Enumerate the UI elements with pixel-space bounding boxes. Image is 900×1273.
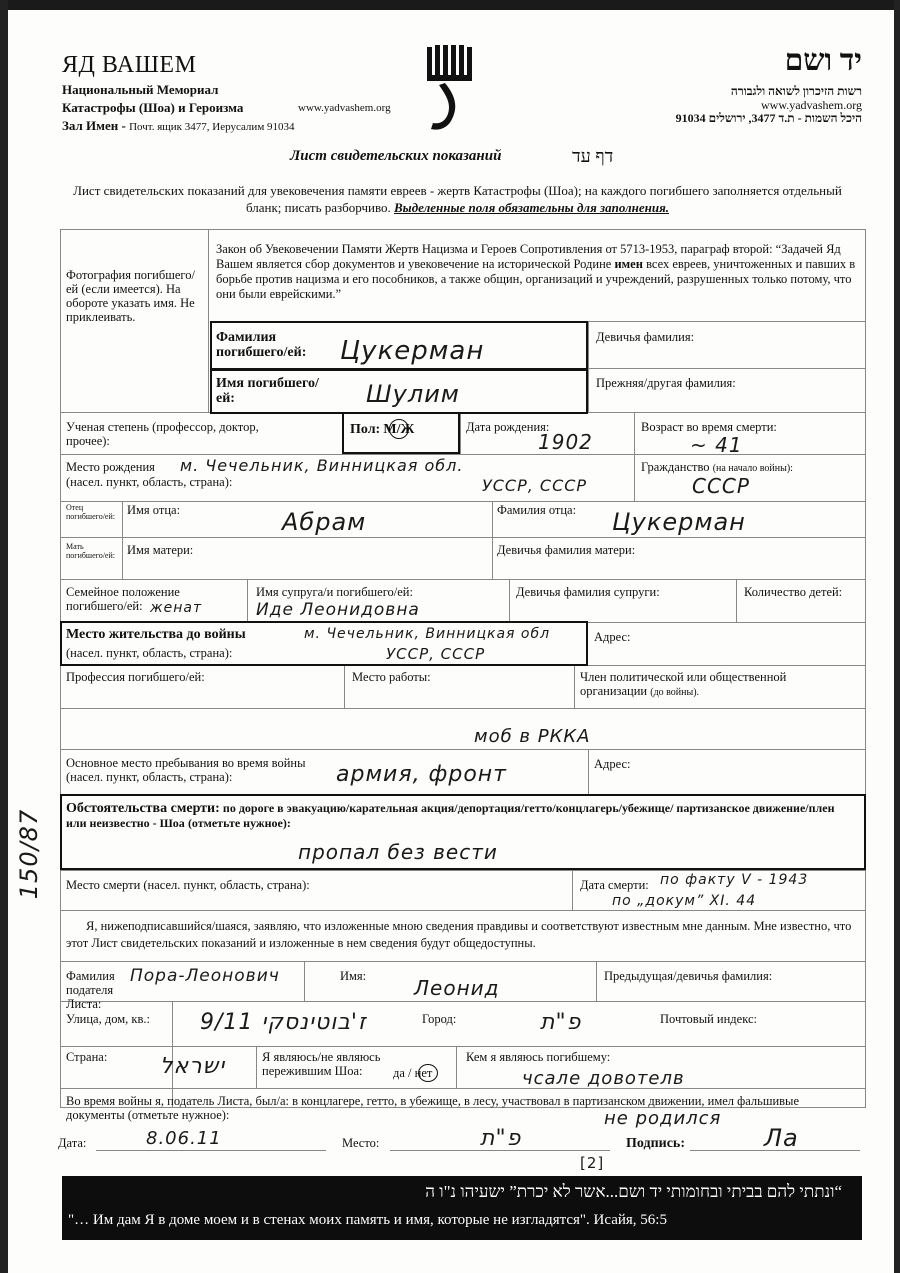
age-label: Возраст во время смерти: bbox=[641, 420, 777, 434]
hw-birth-year: 1902 bbox=[538, 430, 593, 454]
header-he-site: www.yadvashem.org bbox=[761, 98, 862, 112]
spouse-name-label: Имя супруга/и погибшего/ей: bbox=[256, 585, 413, 599]
hw-city: פ"ת bbox=[540, 1010, 582, 1035]
footer-quote-bar bbox=[62, 1176, 862, 1240]
profession-label: Профессия погибшего/ей: bbox=[66, 670, 205, 684]
hw-side-number: 150/87 bbox=[15, 808, 44, 900]
country-label: Страна: bbox=[66, 1050, 108, 1064]
header-ru-title: ЯД ВАШЕМ bbox=[62, 52, 197, 78]
wartime-place-label: Основное место пребывания во время войны (насел. пункт, область, страна): bbox=[66, 756, 306, 784]
law-text: Закон об Увековечении Памяти Жертв Нацизма и Героев Сопротивления от 5713-1953, параграф второй: “Задачей Яд Вашем является сбор документов и увековечение на исторической Родине имен всех евреев, уничтоженных и павших в борьбе против нацизма и его пособников, а также общин, организаций и учреждений, разрушенных только потому, что они были еврейскими.” bbox=[216, 242, 856, 301]
mother-name-label: Имя матери: bbox=[127, 543, 194, 557]
hw-death-circumstances: пропал без вести bbox=[298, 840, 498, 864]
header-he-line3: היכל השמות - ת.ד 3477, ירושלים 91034 bbox=[675, 111, 862, 125]
maiden-name-label: Девичья фамилия: bbox=[596, 330, 695, 344]
father-side-label: Отец погибшего/ей: bbox=[66, 503, 115, 521]
hw-family-status: женат bbox=[150, 600, 203, 616]
hw-submitter-name: Леонид bbox=[414, 976, 500, 1000]
address-label: Адрес: bbox=[594, 630, 631, 644]
photo-label: Фотография погибшего/ей (если имеется). На обороте указать имя. Не приклеивать. bbox=[66, 268, 195, 324]
intro-text: Лист свидетельских показаний для увековечения памяти евреев - жертв Катастрофы (Шоа); на каждого погибшего заполняется отдельный бланк; писать разборчиво. Выделенные поля обязательны для заполнения. bbox=[73, 183, 842, 215]
death-place-label: Место смерти (насел. пункт, область, страна): bbox=[66, 878, 310, 892]
scan-border-top bbox=[0, 0, 900, 10]
header-ru-line3: Зал Имен - Почт. ящик 3477, Иерусалим 91034 bbox=[62, 118, 295, 133]
hw-submitter-surname: Пора-Леонович bbox=[130, 966, 280, 986]
yad-vashem-logo bbox=[425, 45, 477, 135]
submitter-name-label: Имя: bbox=[340, 969, 367, 983]
hw-citizenship: СССР bbox=[692, 474, 750, 498]
spouse-maiden-label: Девичья фамилия супруги: bbox=[516, 585, 660, 599]
hw-date: 8.06.11 bbox=[146, 1128, 222, 1149]
header-he-line1: רשות הזיכרון לשואה ולגבורה bbox=[730, 84, 862, 98]
surname-label: Фамилия погибшего/ей: bbox=[216, 330, 307, 360]
address2-label: Адрес: bbox=[594, 757, 631, 771]
header-ru-line1: Национальный Мемориал bbox=[62, 82, 219, 97]
hw-death-date-1: по факту V - 1943 bbox=[660, 872, 809, 888]
relation-label: Кем я являюсь погибшему: bbox=[466, 1050, 611, 1064]
hw-street: 9/11 ז'בוטינסקי bbox=[200, 1010, 367, 1035]
scan-border-right bbox=[894, 0, 900, 1273]
street-label: Улица, дом, кв.: bbox=[66, 1012, 150, 1026]
survivor-label: Я являюсь/не являюсь пережившим Шоа: bbox=[262, 1050, 381, 1078]
hw-father-name: Абрам bbox=[282, 508, 367, 536]
hw-first-name: Шулим bbox=[366, 380, 460, 408]
prev-surname-label: Прежняя/другая фамилия: bbox=[596, 376, 736, 390]
signature-label: Подпись: bbox=[626, 1136, 685, 1151]
degree-label: Ученая степень (профессор, доктор, прочее): bbox=[66, 420, 259, 448]
birth-place-label: Место рождения bbox=[66, 460, 155, 474]
children-label: Количество детей: bbox=[744, 585, 843, 599]
hw-birth-place: м. Чечельник, Винницкая обл. bbox=[180, 456, 464, 475]
mother-maiden-label: Девичья фамилия матери: bbox=[497, 543, 636, 557]
hw-country: ישראל bbox=[160, 1054, 226, 1079]
scan-border-left bbox=[0, 0, 8, 1273]
hw-page-mark: [2] bbox=[580, 1154, 605, 1172]
form-title: Лист свидетельских показаний bbox=[290, 148, 502, 164]
residence-sublabel: (насел. пункт, область, страна): bbox=[66, 646, 233, 660]
submitter-surname-label: Фамилия подателя Листа: bbox=[66, 969, 115, 1011]
residence-label: Место жительства до войны bbox=[66, 627, 246, 642]
father-surname-label: Фамилия отца: bbox=[497, 503, 577, 517]
hw-war-answer: не родился bbox=[604, 1108, 722, 1129]
hw-relation: чсале довотелв bbox=[522, 1068, 685, 1089]
gender-male-mark bbox=[389, 419, 409, 439]
hw-age: ~ 41 bbox=[690, 433, 743, 457]
header-he-title: יד ושם bbox=[784, 44, 862, 77]
hw-residence: м. Чечельник, Винницкая обл bbox=[304, 626, 551, 642]
hw-father-surname: Цукерман bbox=[612, 508, 746, 536]
declaration-text: Я, нижеподписавшийся/шаяся, заявляю, что изложенные мною сведения правдивы и соответствуют известным мне данным. Мне известно, что этот Лист свидетельских показаний и изложенные в нем сведения будут общедоступны. bbox=[66, 919, 852, 950]
hw-wartime-place: армия, фронт bbox=[336, 762, 507, 787]
zip-label: Почтовый индекс: bbox=[660, 1012, 757, 1026]
hw-death-date-2: по „докум” XI. 44 bbox=[612, 893, 757, 909]
hw-spouse-name: Иде Леонидовна bbox=[256, 600, 420, 620]
footer-hebrew-quote: “ונתתי להם בביתי ובחומותי יד ושם...אשר לא יכרת” ישעיהו נ"ו ה bbox=[425, 1182, 842, 1201]
family-status-label: Семейное положение погибшего/ей: bbox=[66, 585, 180, 613]
place-label: Место: bbox=[342, 1136, 380, 1150]
header-ru-line2: Катастрофы (Шоа) и Героизма bbox=[62, 100, 244, 115]
footer-russian-quote: "… Им дам Я в доме моем и в стенах моих память и имя, которые не изгладятся". Исайя, 56:5 bbox=[68, 1212, 667, 1228]
first-name-label: Имя погибшего/ей: bbox=[216, 376, 319, 406]
survivor-options: да / нет bbox=[393, 1066, 433, 1080]
submitter-prev-label: Предыдущая/девичья фамилия: bbox=[604, 969, 773, 983]
member-label: Член политической или общественной организации (до войны). bbox=[580, 670, 787, 698]
death-circumstances-label: Обстоятельства смерти: по дороге в эвакуацию/карательная акция/депортация/гетто/концлагерь/убежище/ партизанское движение/плен или неизвестно - Шоа (отметьте нужное): bbox=[66, 801, 835, 830]
hw-wartime-note: моб в РККА bbox=[474, 726, 591, 747]
war-question-label: Во время войны я, податель Листа, был/а: в концлагере, гетто, в убежище, в лесу, участвовал в партизанском движении, имел фальшивые документы (отметьте нужное): bbox=[66, 1094, 800, 1122]
form-title-he: דף עד bbox=[572, 146, 614, 166]
father-name-label: Имя отца: bbox=[127, 503, 181, 517]
city-label: Город: bbox=[422, 1012, 457, 1026]
citizenship-label: Гражданство (на начало войны): bbox=[641, 460, 793, 474]
birth-place-sublabel: (насел. пункт, область, страна): bbox=[66, 475, 233, 489]
hw-residence-2: УССР, СССР bbox=[386, 645, 486, 663]
hw-signature: Ла bbox=[764, 1124, 799, 1152]
hw-birth-place-2: УССР, СССР bbox=[482, 476, 588, 495]
date-line bbox=[96, 1150, 326, 1151]
birth-date-label: Дата рождения: bbox=[466, 420, 550, 434]
hw-place: פ"ת bbox=[480, 1126, 522, 1151]
death-date-label: Дата смерти: bbox=[580, 878, 649, 892]
mother-side-label: Мать погибшего/ей: bbox=[66, 542, 115, 560]
gender-label: Пол: М/Ж bbox=[350, 422, 415, 437]
hw-surname: Цукерман bbox=[340, 336, 485, 366]
date-label: Дата: bbox=[58, 1136, 87, 1150]
survivor-no-mark bbox=[418, 1064, 438, 1082]
workplace-label: Место работы: bbox=[352, 670, 431, 684]
header-ru-site: www.yadvashem.org bbox=[298, 102, 391, 114]
